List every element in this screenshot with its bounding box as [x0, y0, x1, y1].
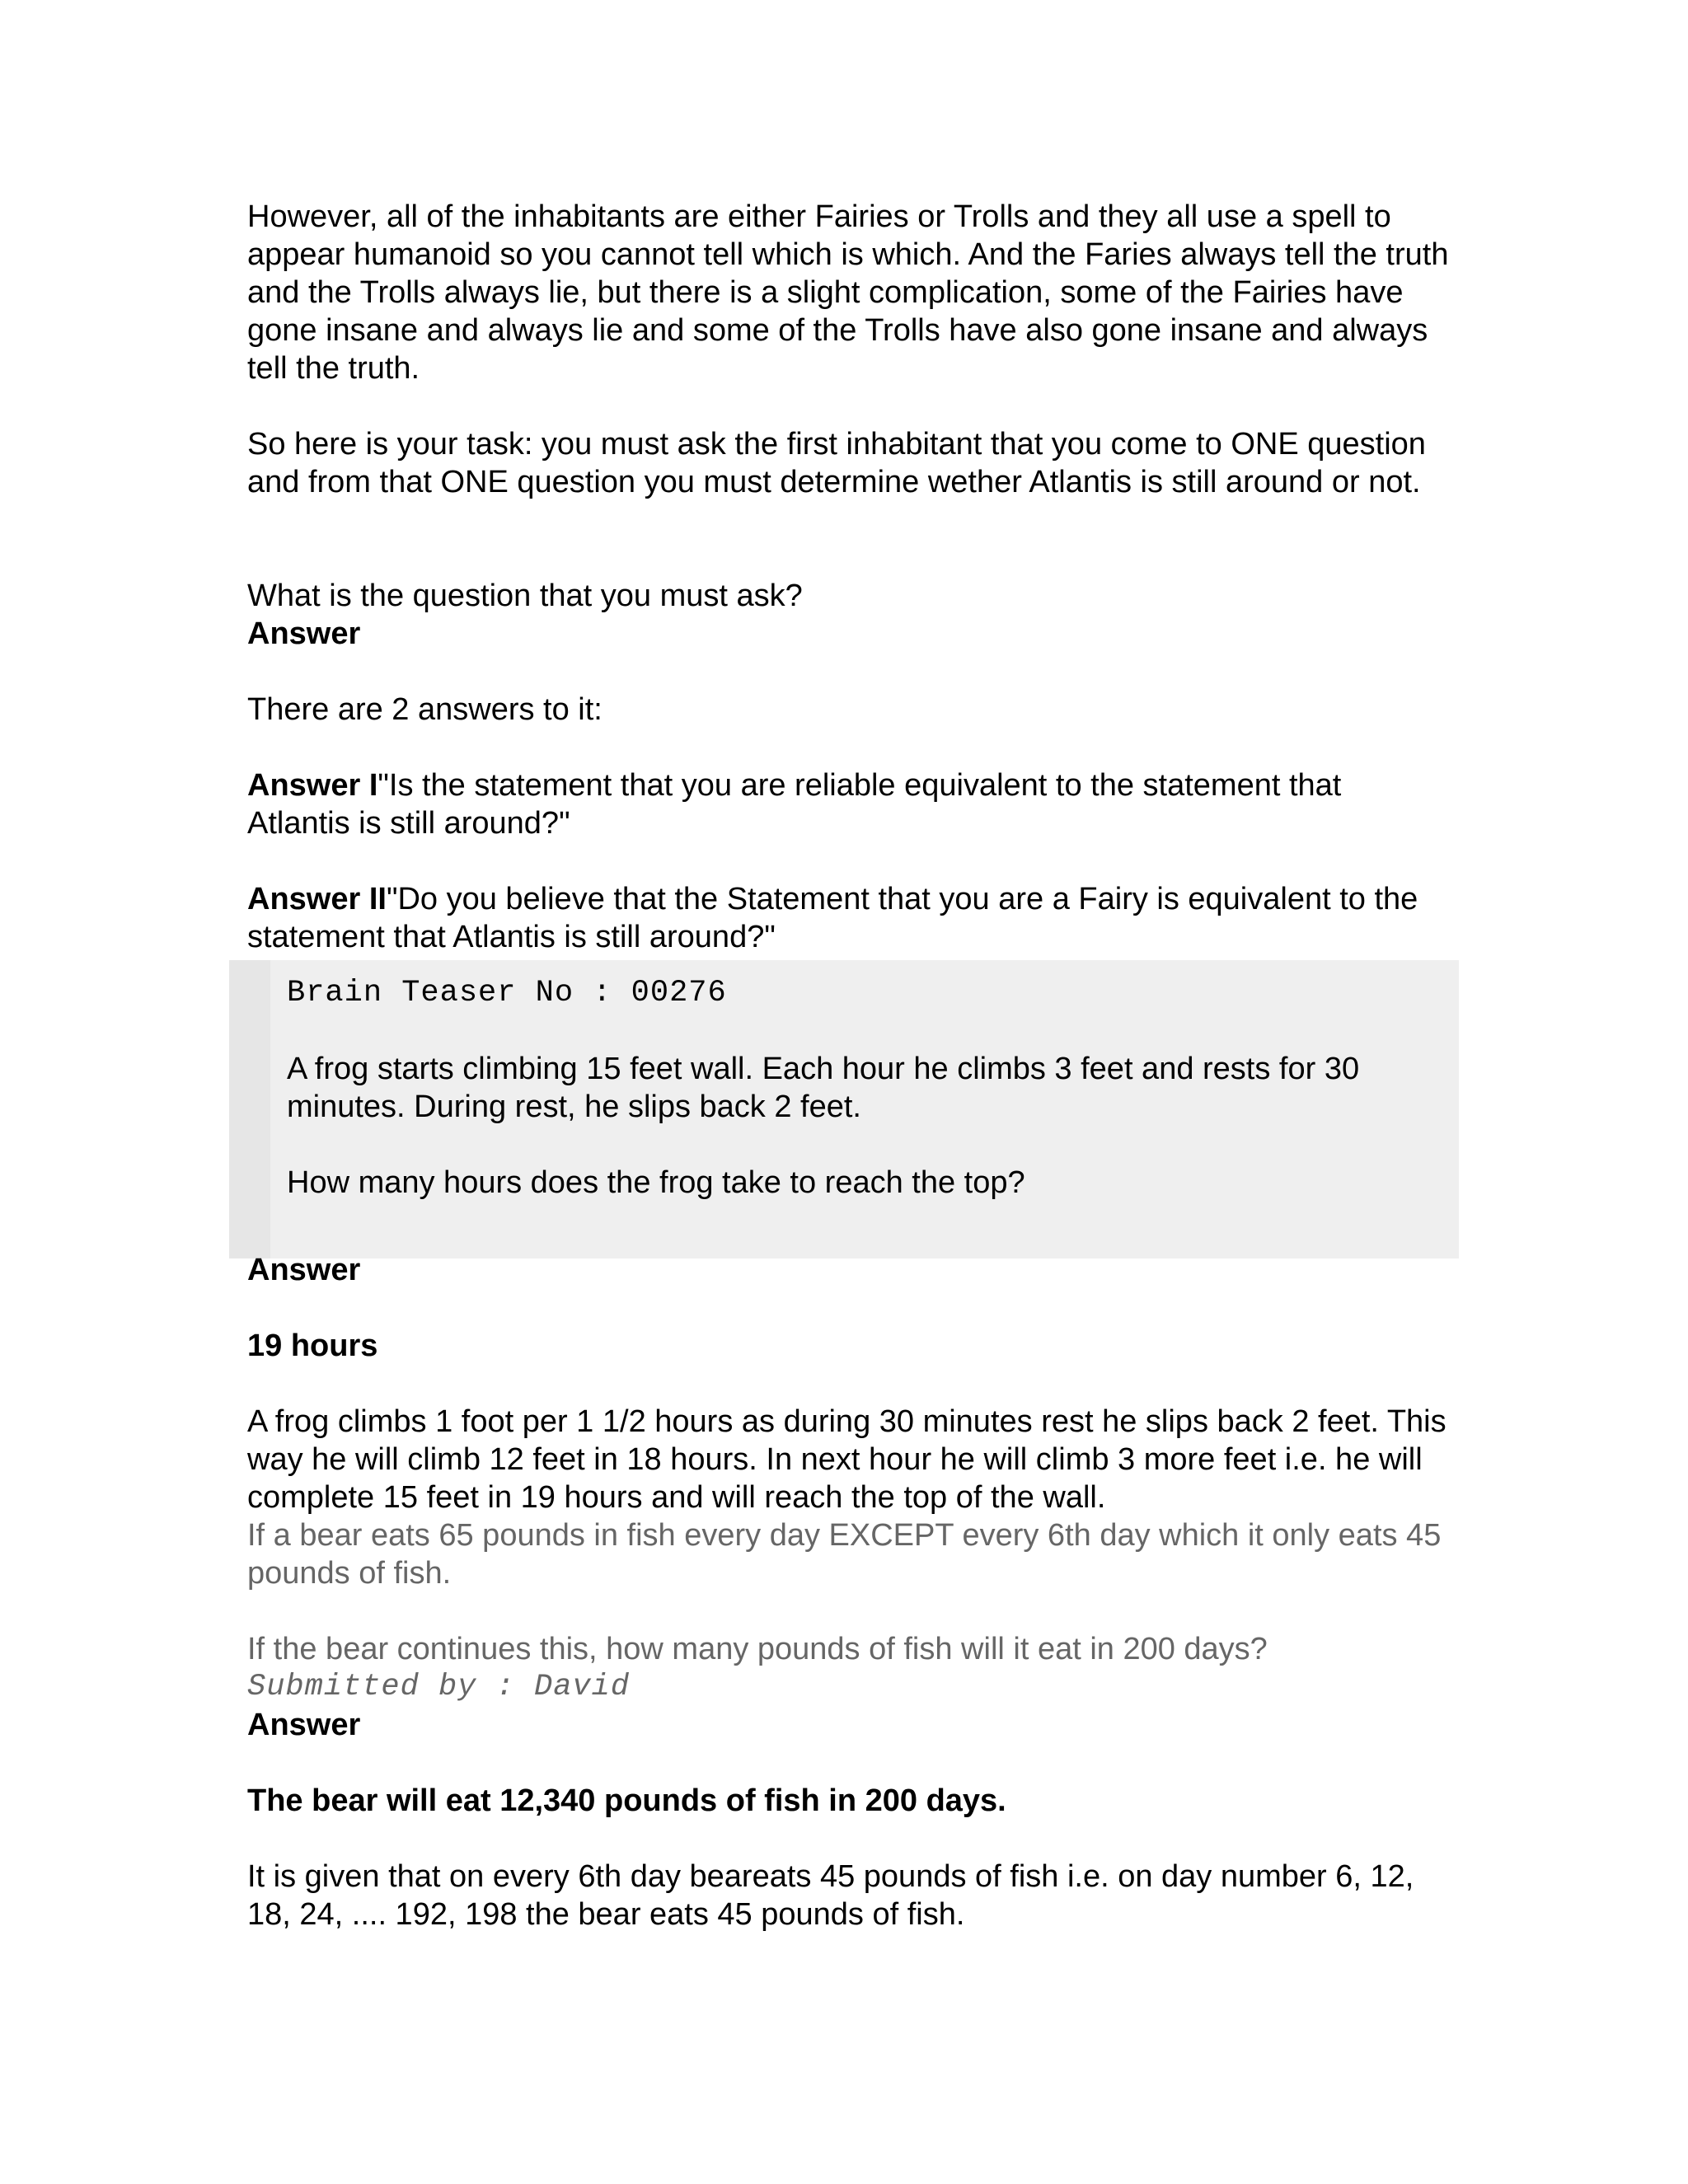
- paragraph-inhabitants: However, all of the inhabitants are either Fairies or Trolls and they all use a spell to appear humanoid so you cannot tell which is which. And the Faries always tell the truth and the Trolls always lie, but there is a slight complication, some of the Fairies have gone insane and always lie and some of the Trolls have also gone insane and always tell the truth.: [247, 199, 1449, 386]
- bear-question-1: If a bear eats 65 pounds in fish every day EXCEPT every 6th day which it only eats 45 pounds of fish.: [247, 1518, 1442, 1591]
- brain-teaser-number: Brain Teaser No : 00276: [287, 976, 727, 1010]
- paragraph-two-answers: There are 2 answers to it:: [247, 692, 603, 727]
- answer-heading: Answer: [247, 616, 361, 651]
- answer-two: [247, 880, 1451, 956]
- answer-one: [247, 766, 1451, 842]
- answer-two-text: "Do you believe that the Statement that you are a Fairy is equivalent to the statement that Atlantis is still around?": [247, 882, 1418, 954]
- bear-explanation: It is given that on every 6th day beareats 45 pounds of fish i.e. on day number 6, 12, 18, 24, .... 192, 198 the bear eats 45 pounds of fish.: [247, 1859, 1414, 1932]
- bear-answer: The bear will eat 12,340 pounds of fish in 200 days.: [247, 1783, 1006, 1818]
- frog-answer: 19 hours: [247, 1329, 378, 1363]
- answer-one-label: Answer I: [247, 768, 378, 803]
- submitted-by: Submitted by : David: [247, 1670, 631, 1704]
- teaser-question-frog: A frog starts climbing 15 feet wall. Each hour he climbs 3 feet and rests for 30 minutes. During rest, he slips back 2 feet.: [287, 1052, 1360, 1124]
- answer-two-label: Answer II: [247, 882, 387, 916]
- bear-question-2: If the bear continues this, how many pounds of fish will it eat in 200 days?: [247, 1632, 1268, 1666]
- answer-heading-frog: Answer: [247, 1253, 361, 1287]
- teaser-question-hours: How many hours does the frog take to reach the top?: [287, 1165, 1025, 1200]
- answer-heading-bear: Answer: [247, 1708, 361, 1742]
- frog-explanation: A frog climbs 1 foot per 1 1/2 hours as during 30 minutes rest he slips back 2 feet. This way he will climb 12 feet in 18 hours. In next hour he will climb 3 more feet i.e. he will complete 15 feet in 19 hours and will reach the top of the wall.: [247, 1404, 1447, 1515]
- answer-one-text: "Is the statement that you are reliable equivalent to the statement that Atlantis is still around?": [247, 768, 1342, 841]
- paragraph-task: So here is your task: you must ask the first inhabitant that you come to ONE question and from that ONE question you must determine wether Atlantis is still around or not.: [247, 427, 1426, 499]
- teaser-box-sidebar: [229, 960, 270, 1258]
- paragraph-question: What is the question that you must ask?: [247, 579, 803, 613]
